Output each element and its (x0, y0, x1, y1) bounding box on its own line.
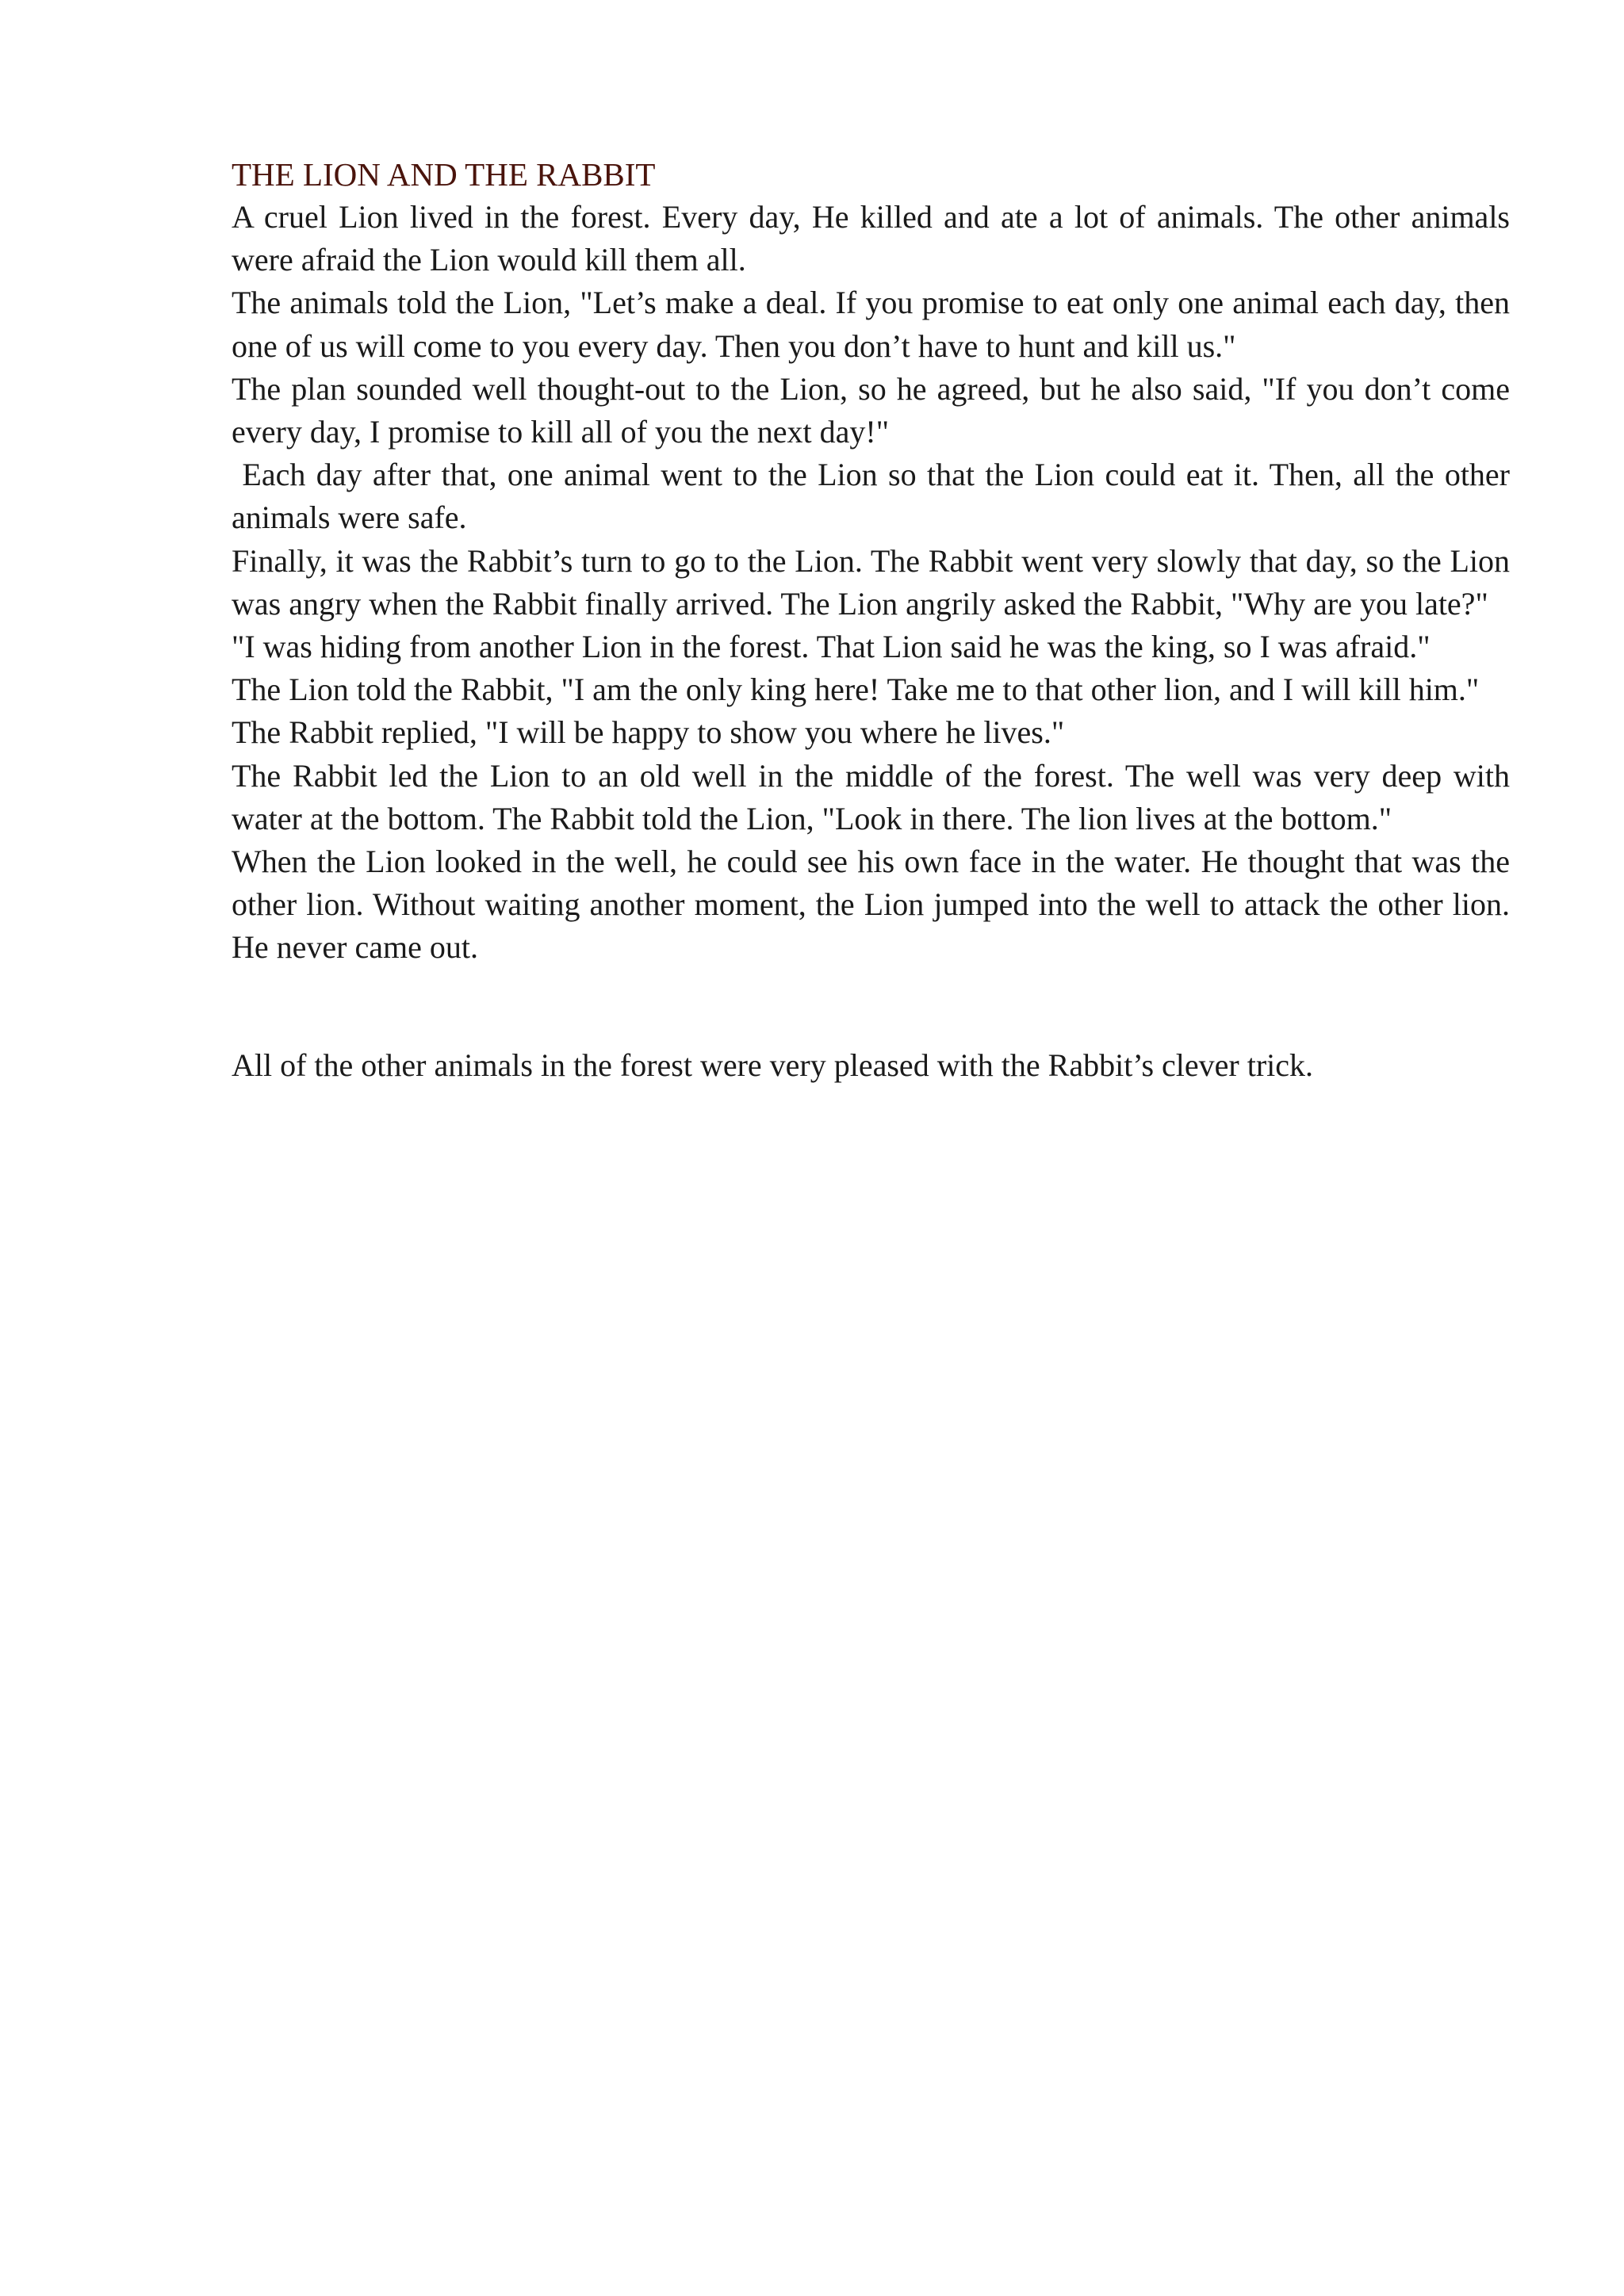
paragraph-7: The Lion told the Rabbit, "I am the only king here! Take me to that other lion, and I will kill him." (232, 672, 1480, 708)
paragraph-9: The Rabbit led the Lion to an old well in the middle of the forest. The well was very deep with water at the bottom. The Rabbit told the Lion, "Look in there. The lion lives at the bottom." (232, 757, 1510, 836)
document-body (232, 153, 1519, 1087)
paragraph-8: The Rabbit replied, "I will be happy to show you where he lives." (232, 714, 1065, 751)
paragraph-6: "I was hiding from another Lion in the forest. That Lion said he was the king, so I was afraid." (232, 629, 1431, 665)
paragraph-5: Finally, it was the Rabbit’s turn to go to the Lion. The Rabbit went very slowly that day, so the Lion was angry when the Rabbit finally arrived. The Lion angrily asked the Rabbit, "Why are you late?" (232, 542, 1510, 622)
paragraph-3: The plan sounded well thought-out to the Lion, so he agreed, but he also said, "If you don’t come every day, I promise to kill all of you the next day!" (232, 370, 1510, 450)
paragraph-4: Each day after that, one animal went to the Lion so that the Lion could eat it. Then, all the other animals were safe. (232, 457, 1519, 536)
paragraph-2: The animals told the Lion, "Let’s make a deal. If you promise to eat only one animal each day, then one of us will come to you every day. Then you don’t have to hunt and kill us." (232, 285, 1510, 364)
paragraph-1: A cruel Lion lived in the forest. Every day, He killed and ate a lot of animals. The other animals were afraid the Lion would kill them all. (232, 199, 1510, 278)
closing-line: All of the other animals in the forest were very pleased with the Rabbit’s clever trick. (232, 1047, 1314, 1083)
paragraph-10: When the Lion looked in the well, he could see his own face in the water. He thought that was the other lion. Without waiting another moment, the Lion jumped into the well to attack the other lion. He never came out. (232, 844, 1510, 966)
story-title: THE LION AND THE RABBIT (232, 156, 656, 193)
